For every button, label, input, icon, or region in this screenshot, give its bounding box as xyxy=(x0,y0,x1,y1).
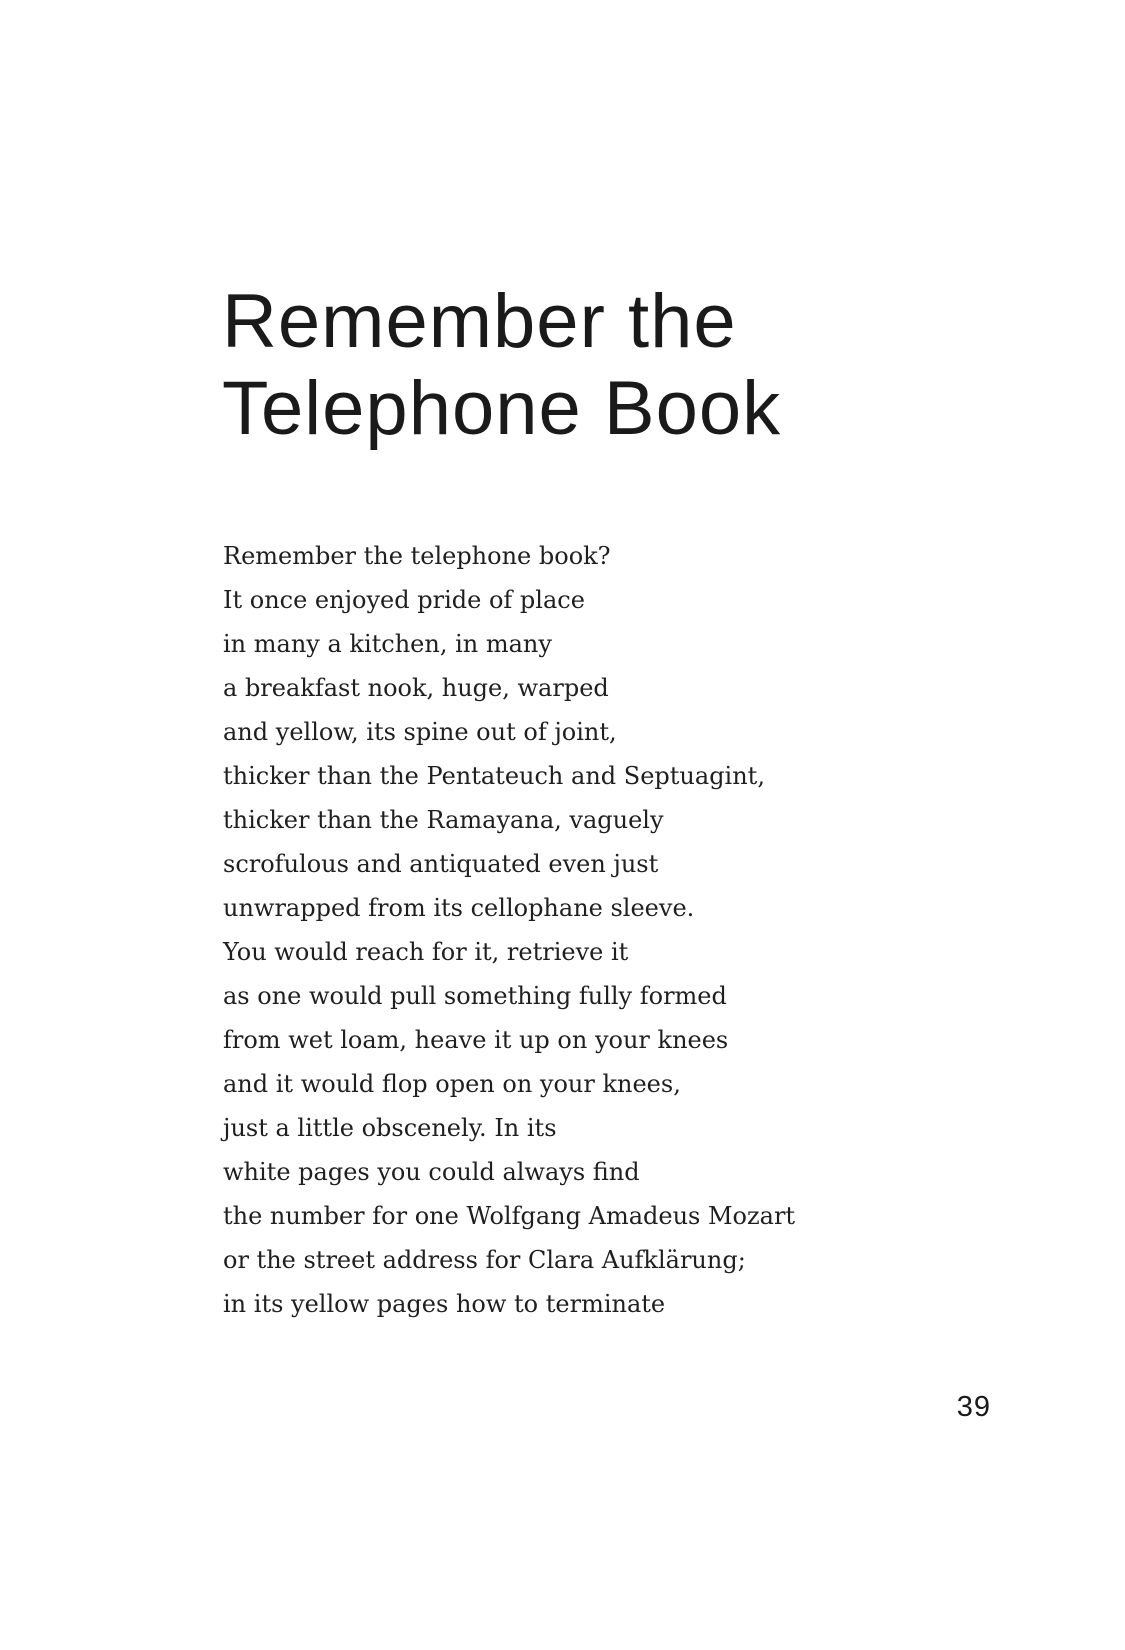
poem-line: thicker than the Ramayana, vaguely xyxy=(223,806,664,834)
poem-line: You would reach for it, retrieve it xyxy=(223,938,629,966)
page-number: 39 xyxy=(956,1391,991,1423)
poem-line: or the street address for Clara Aufklärung; xyxy=(223,1246,746,1274)
poem-line: Remember the telephone book? xyxy=(223,542,611,570)
poem-line: in many a kitchen, in many xyxy=(223,630,552,658)
poem-line: just a little obscenely. In its xyxy=(223,1114,557,1142)
poem-line: and it would flop open on your knees, xyxy=(223,1070,681,1098)
poem-line: It once enjoyed pride of place xyxy=(223,586,585,614)
poem-line: and yellow, its spine out of joint, xyxy=(223,718,617,746)
poem-line: white pages you could always find xyxy=(223,1158,640,1186)
poem-line: in its yellow pages how to terminate xyxy=(223,1290,666,1318)
title-line: Remember the xyxy=(222,279,737,364)
poem-line: the number for one Wolfgang Amadeus Mozart xyxy=(223,1202,796,1230)
poem-line: as one would pull something fully formed xyxy=(223,982,727,1010)
poem-line: unwrapped from its cellophane sleeve. xyxy=(223,894,695,922)
poem-title xyxy=(222,278,781,452)
poem-line: from wet loam, heave it up on your knees xyxy=(223,1026,729,1054)
poem-body xyxy=(223,534,795,1326)
poem-line: a breakfast nook, huge, warped xyxy=(223,674,609,702)
title-line: Telephone Book xyxy=(222,366,782,451)
poem-line: scrofulous and antiquated even just xyxy=(223,850,659,878)
poem-line: thicker than the Pentateuch and Septuagint, xyxy=(223,762,765,790)
